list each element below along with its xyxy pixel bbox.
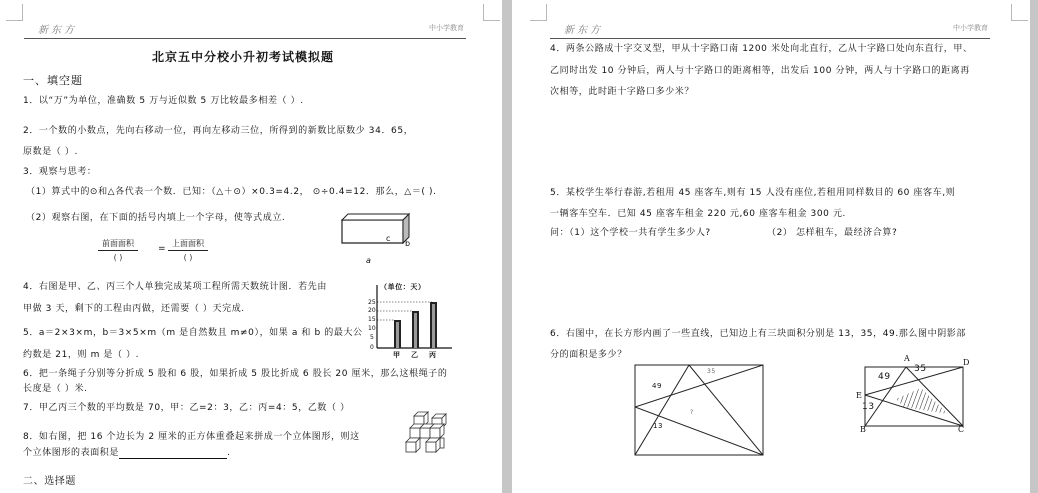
equals-sign: = bbox=[158, 244, 167, 254]
page-header bbox=[24, 20, 466, 39]
svg-text:0: 0 bbox=[370, 344, 374, 351]
header-brand: 新东方 bbox=[564, 25, 603, 36]
fig1-label-35: 35 bbox=[707, 368, 716, 375]
svg-text:25: 25 bbox=[368, 299, 376, 306]
question-3-part2: （2）观察右图，在下面的括号内填上一个字母，使等式成立. bbox=[26, 213, 286, 223]
question-8-line1: 8．如右图，把 16 个边长为 2 厘米的正方体重叠起来拼成一个立体图形，则这 bbox=[23, 432, 360, 442]
fig2-label-D: D bbox=[963, 358, 971, 367]
question-4-line2: 乙同时出发 10 分钟后，两人与十字路口的距离相等，出发后 100 分钟，两人与十字路口的距离再 bbox=[550, 66, 970, 76]
section-heading-fill-blank: 一、填空题 bbox=[23, 74, 83, 87]
answer-blank bbox=[119, 449, 227, 459]
question-2-line2: 原数是（ ）. bbox=[23, 147, 78, 157]
question-8-period: . bbox=[227, 448, 231, 458]
box-label-a: a bbox=[366, 256, 372, 265]
header-tag: 中小学教育 bbox=[429, 24, 464, 32]
header-tag: 中小学教育 bbox=[953, 24, 988, 32]
fig2-label-C: C bbox=[958, 425, 965, 434]
question-7: 7．甲乙丙三个数的平均数是 70，甲：乙=2：3，乙：丙=4：5，乙数（ ） bbox=[23, 403, 350, 413]
fraction-front-area bbox=[98, 238, 138, 262]
fig2-label-B: B bbox=[860, 425, 867, 434]
question-6-line2: 分的面积是多少？ bbox=[550, 350, 627, 360]
header-brand: 新东方 bbox=[38, 25, 77, 36]
days-bar-chart bbox=[360, 285, 460, 355]
question-5-line1: 5．a＝2×3×m，b＝3×5×m（m 是自然数且 m≠0），如果 a 和 b 的最大公 bbox=[23, 328, 363, 338]
question-5-line2: 约数是 21，则 m 是（ ）. bbox=[23, 350, 140, 360]
question-8-text: 个立体图形的表面积是 bbox=[23, 448, 120, 458]
question-4-line2: 甲做 3 天，剩下的工程由丙做，还需要（ ）天完成. bbox=[23, 304, 245, 314]
chart-category-yi: 乙 bbox=[411, 351, 419, 359]
question-3-part1: （1）算式中的⊙和△各代表一个数．已知：（△＋⊙）×0.3=4.2， ⊙÷0.4=12．那么，△＝( ). bbox=[26, 187, 437, 197]
question-5-line3b: （2） 怎样租车，最经济合算? bbox=[767, 228, 898, 238]
chart-category-jia: 甲 bbox=[393, 351, 401, 359]
question-4-line3: 次相等，此时距十字路口多少米？ bbox=[550, 87, 695, 97]
fig1-label-13: 13 bbox=[653, 422, 664, 430]
page-header bbox=[550, 20, 990, 39]
cuboid-figure bbox=[340, 210, 420, 260]
question-6-line2: 长度是（ ）米. bbox=[23, 384, 88, 394]
fig2-label-A: A bbox=[904, 354, 911, 363]
fraction-denominator: ( ) bbox=[113, 253, 123, 262]
crop-mark bbox=[530, 4, 547, 21]
fig2-label-49: 49 bbox=[878, 372, 891, 382]
fraction-numerator: 前面面积 bbox=[98, 238, 138, 251]
question-4-line1: 4．两条公路成十字交叉型，甲从十字路口南 1200 米处向北直行，乙从十字路口处向东直行，甲、 bbox=[550, 44, 973, 54]
fig2-label-E: E bbox=[856, 391, 863, 400]
rectangle-lines-figure bbox=[634, 364, 766, 458]
shaded-area-figure bbox=[860, 362, 964, 428]
svg-text:5: 5 bbox=[370, 334, 374, 341]
question-3: 3．观察与思考： bbox=[23, 167, 97, 177]
crop-mark bbox=[6, 4, 23, 21]
document-page-right bbox=[512, 0, 1030, 493]
fraction-denominator: ( ) bbox=[183, 253, 193, 262]
question-1: 1．以“万”为单位，准确数 5 万与近似数 5 万比较最多相差（ ）. bbox=[23, 96, 304, 106]
crop-mark bbox=[483, 4, 500, 21]
fig2-label-13: 13 bbox=[862, 402, 875, 412]
svg-text:20: 20 bbox=[368, 307, 376, 314]
question-5-line1: 5．某校学生举行春游,若租用 45 座客车,则有 15 人没有座位,若租用同样数目的 60 座客车,则 bbox=[550, 188, 956, 198]
chart-category-bing: 丙 bbox=[429, 351, 437, 359]
question-6-line1: 6．右图中，在长方形内画了一些直线，已知边上有三块面积分别是 13，35，49.那么图中阴影部 bbox=[550, 329, 967, 339]
chart-title: （单位：天） bbox=[380, 283, 426, 291]
document-page-left bbox=[0, 0, 502, 493]
section-heading-multiple-choice: 二、选择题 bbox=[23, 476, 76, 487]
fig1-label-unknown: ? bbox=[690, 409, 694, 416]
question-8-line2 bbox=[23, 447, 230, 459]
fraction-top-area bbox=[168, 238, 208, 262]
question-2-line1: 2．一个数的小数点，先向右移动一位，再向左移动三位，所得到的新数比原数少 34．65， bbox=[23, 126, 414, 136]
crop-mark bbox=[1011, 4, 1028, 21]
stacked-cubes-figure bbox=[406, 412, 466, 460]
question-6-line1: 6．把一条绳子分别等分折成 5 股和 6 股，如果折成 5 股比折成 6 股长 20 厘米，那么这根绳子的 bbox=[23, 369, 448, 379]
doc-title: 北京五中分校小升初考试模拟题 bbox=[152, 50, 335, 64]
box-label-c: c bbox=[386, 234, 391, 243]
question-4-line1: 4．右图是甲、乙、丙三个人单独完成某项工程所需天数统计图．若先由 bbox=[23, 282, 327, 292]
fig2-label-35: 35 bbox=[914, 364, 927, 374]
question-5-line3a: 问：（1）这个学校一共有学生多少人? bbox=[550, 228, 711, 238]
svg-text:10: 10 bbox=[368, 325, 376, 332]
fig1-label-49: 49 bbox=[652, 382, 663, 390]
question-5-line2: 一辆客车空车．已知 45 座客车租金 220 元,60 座客车租金 300 元. bbox=[550, 209, 847, 219]
box-label-b: b bbox=[405, 239, 411, 248]
svg-text:15: 15 bbox=[368, 316, 376, 323]
fraction-numerator: 上面面积 bbox=[168, 238, 208, 251]
